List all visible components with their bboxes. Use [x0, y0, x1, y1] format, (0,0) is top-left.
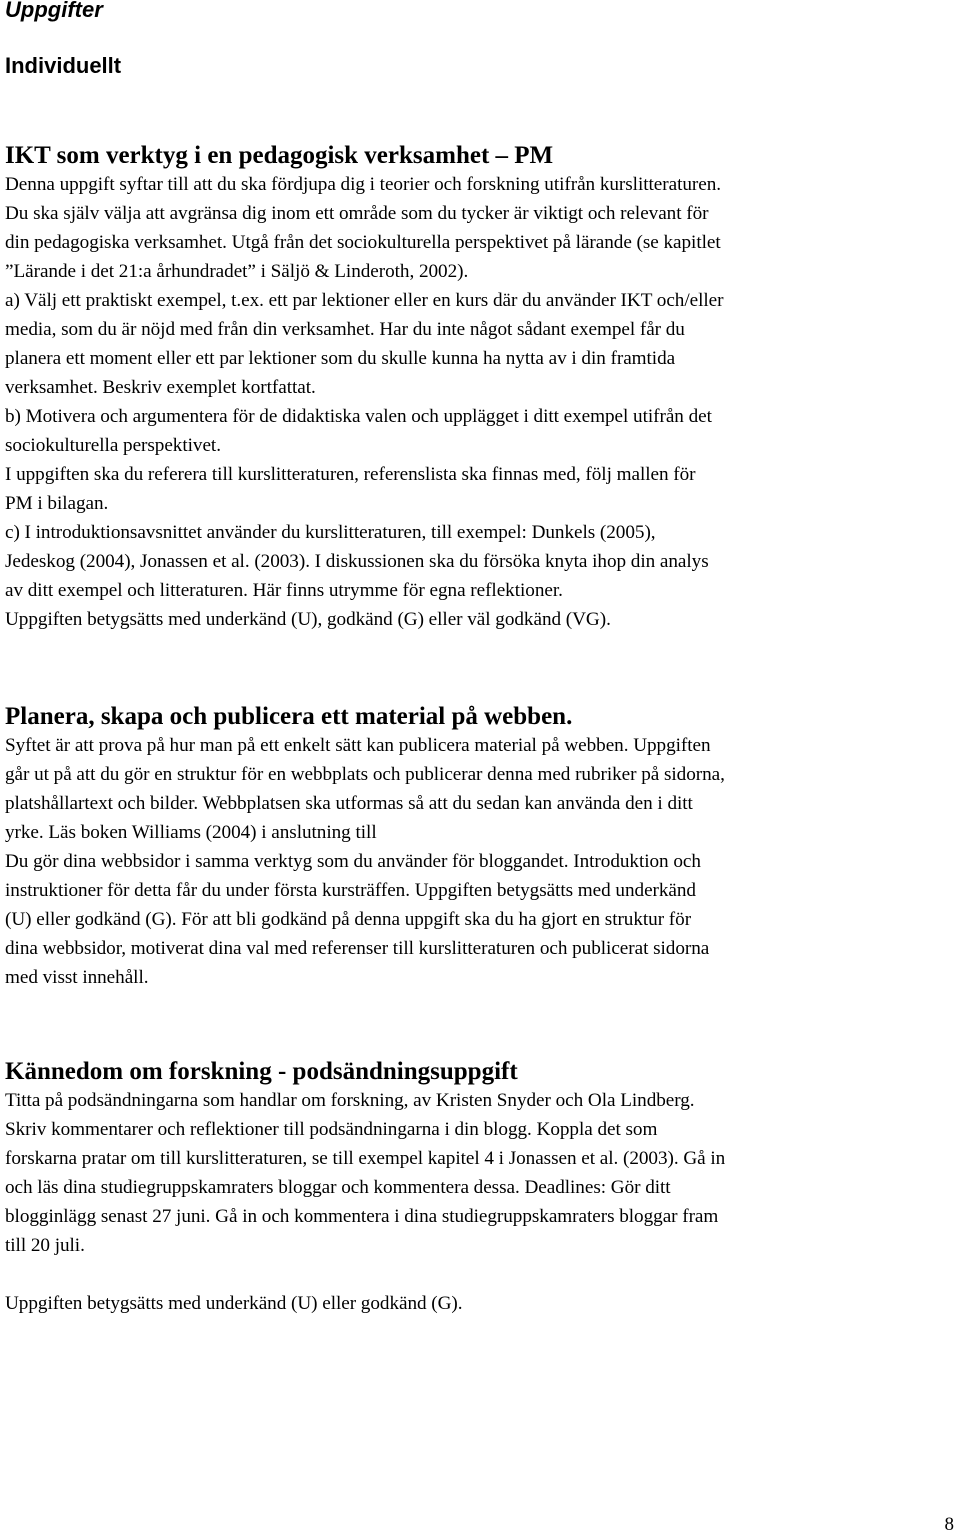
- body-line: a) Välj ett praktiskt exempel, t.ex. ett par lektioner eller en kurs där du använder IKT och/eller: [5, 290, 724, 311]
- body-line: Denna uppgift syftar till att du ska fördjupa dig i teorier och forskning utifrån kurslitteraturen.: [5, 174, 721, 195]
- body-line: Du gör dina webbsidor i samma verktyg som du använder för bloggandet. Introduktion och: [5, 851, 701, 872]
- page-number: 8: [944, 1514, 954, 1535]
- body-line: planera ett moment eller ett par lektioner som du skulle kunna ha nytta av i din framtida: [5, 348, 676, 369]
- body-line: din pedagogiska verksamhet. Utgå från det sociokulturella perspektivet på lärande (se kapitlet: [5, 232, 721, 253]
- body-line: forskarna pratar om till kurslitteraturen, se till exempel kapitel 4 i Jonassen et al. (2003). Gå in: [5, 1148, 726, 1169]
- body-line: yrke. Läs boken Williams (2004) i anslutning till: [5, 822, 377, 843]
- body-line: sociokulturella perspektivet.: [5, 435, 221, 456]
- body-line: I uppgiften ska du referera till kurslitteraturen, referenslista ska finnas med, följ mallen för: [5, 464, 696, 485]
- grading-note: [5, 1289, 955, 1318]
- body-line: Du ska själv välja att avgränsa dig inom ett område som du tycker är viktigt och relevant för: [5, 203, 709, 224]
- section-heading: Planera, skapa och publicera ett material på webben.: [5, 703, 573, 730]
- body-line: Titta på podsändningarna som handlar om forskning, av Kristen Snyder och Ola Lindberg.: [5, 1090, 695, 1111]
- page-title: Uppgifter: [5, 0, 103, 22]
- body-line: blogginlägg senast 27 juni. Gå in och kommentera i dina studiegruppskamraters bloggar fram: [5, 1206, 719, 1227]
- body-line: platshållartext och bilder. Webbplatsen ska utformas så att du sedan kan använda den i ditt: [5, 793, 693, 814]
- body-line: av ditt exempel och litteraturen. Här finns utrymme för egna reflektioner.: [5, 580, 563, 601]
- section-heading: Kännedom om forskning - podsändningsuppgift: [5, 1058, 518, 1085]
- body-line: media, som du är nöjd med från din verksamhet. Har du inte något sådant exempel får du: [5, 319, 685, 340]
- body-line: och läs dina studiegruppskamraters bloggar och kommentera dessa. Deadlines: Gör ditt: [5, 1177, 671, 1198]
- page-subtitle: Individuellt: [5, 53, 122, 78]
- section-heading: IKT som verktyg i en pedagogisk verksamhet – PM: [5, 142, 554, 169]
- section-body: [5, 731, 955, 992]
- body-line: Jedeskog (2004), Jonassen et al. (2003). I diskussionen ska du försöka knyta ihop din analys: [5, 551, 709, 572]
- body-line: verksamhet. Beskriv exemplet kortfattat.: [5, 377, 316, 398]
- section-body: [5, 170, 955, 634]
- body-line: Uppgiften betygsätts med underkänd (U) eller godkänd (G).: [5, 1293, 463, 1314]
- body-line: (U) eller godkänd (G). För att bli godkänd på denna uppgift ska du ha gjort en struktur för: [5, 909, 692, 930]
- body-line: ”Lärande i det 21:a århundradet” i Säljö & Linderoth, 2002).: [5, 261, 469, 282]
- body-line: instruktioner för detta får du under första kursträffen. Uppgiften betygsätts med underkänd: [5, 880, 696, 901]
- body-line: PM i bilagan.: [5, 493, 109, 514]
- body-line: Uppgiften betygsätts med underkänd (U), godkänd (G) eller väl godkänd (VG).: [5, 609, 611, 630]
- body-line: Syftet är att prova på hur man på ett enkelt sätt kan publicera material på webben. Uppgiften: [5, 735, 711, 756]
- body-line: med visst innehåll.: [5, 967, 149, 988]
- body-line: dina webbsidor, motiverat dina val med referenser till kurslitteraturen och publicerat sidorna: [5, 938, 710, 959]
- section-webb: [5, 702, 955, 992]
- body-line: till 20 juli.: [5, 1235, 85, 1256]
- section-body: [5, 1086, 955, 1260]
- section-forskning: [5, 1057, 955, 1318]
- section-ikt-pm: [5, 141, 955, 634]
- body-line: c) I introduktionsavsnittet använder du kurslitteraturen, till exempel: Dunkels (2005),: [5, 522, 656, 543]
- body-line: går ut på att du gör en struktur för en webbplats och publicerar denna med rubriker på sidorna,: [5, 764, 725, 785]
- body-line: b) Motivera och argumentera för de didaktiska valen och upplägget i ditt exempel utifrån det: [5, 406, 712, 427]
- body-line: Skriv kommentarer och reflektioner till podsändningarna i din blogg. Koppla det som: [5, 1119, 658, 1140]
